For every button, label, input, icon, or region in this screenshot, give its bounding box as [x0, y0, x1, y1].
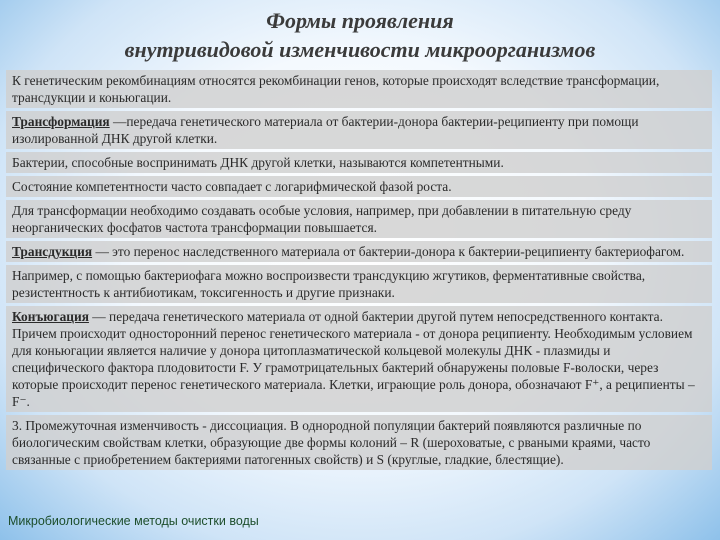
term-transformation: Трансформация [12, 114, 110, 129]
paragraph-recombination: К генетическим рекомбинациям относятся рекомбинации генов, которые происходят вследствие трансформации, трансдукции и коньюгации. [6, 70, 712, 108]
term-transduction: Трансдукция [12, 244, 93, 259]
paragraph-transduction-example: Например, с помощью бактериофага можно воспроизвести трансдукцию жгутиков, ферментативные свойства, резистентность к антибиотикам, токсигенность и другие признаки. [6, 265, 712, 303]
paragraph-transduction [6, 241, 712, 262]
term-conjugation: Конъюгация [12, 309, 89, 324]
paragraph-conjugation [6, 306, 712, 412]
title-line-1: Формы проявления [266, 8, 454, 33]
paragraph-conditions: Для трансформации необходимо создавать особые условия, например, при добавлении в питательную среду неорганических фосфатов частота трансформации повышается. [6, 200, 712, 238]
transduction-definition: — это перенос наследственного материала от бактерии-донора к бактерии-реципиенту бактериофагом. [92, 244, 685, 259]
paragraph-competence-phase: Состояние компетентности часто совпадает с логарифмической фазой роста. [6, 176, 712, 197]
title-line-2: внутривидовой изменчивости микроорганизмов [124, 37, 596, 62]
conjugation-definition: — передача генетического материала от одной бактерии другой путем непосредственного контакта. Причем происходит односторонний перенос генетического материала - от донора реципиенту. Необходимым условием для коньюгации является наличие у донора цитоплазматической кольцевой молекулы ДНК - плазмиды и специфического фактора плодовитости F. У грамотрицательных бактерий обнаружены половые F-волоски, через которые происходит перенос генетического материала. Клетки, играющие роль донора, обозначают F⁺, а реципиенты – F⁻. [12, 309, 695, 409]
paragraph-competent: Бактерии, способные воспринимать ДНК другой клетки, называются компетентными. [6, 152, 712, 173]
footer-title: Микробиологические методы очистки воды [8, 514, 259, 528]
slide-title [0, 6, 720, 64]
transformation-definition: —передача генетического материала от бактерии-донора бактерии-реципиенту при помощи изолированной ДНК другой клетки. [12, 114, 639, 146]
content-area [6, 70, 712, 513]
paragraph-dissociation: 3. Промежуточная изменчивость - диссоциация. В однородной популяции бактерий появляются различные по биологическим свойствам клетки, образующие две формы колоний – R (шероховатые, с рваными краями, часто связанные с приобретением бактериями патогенных свойств) и S (круглые, гладкие, блестящие). [6, 415, 712, 470]
paragraph-transformation [6, 111, 712, 149]
